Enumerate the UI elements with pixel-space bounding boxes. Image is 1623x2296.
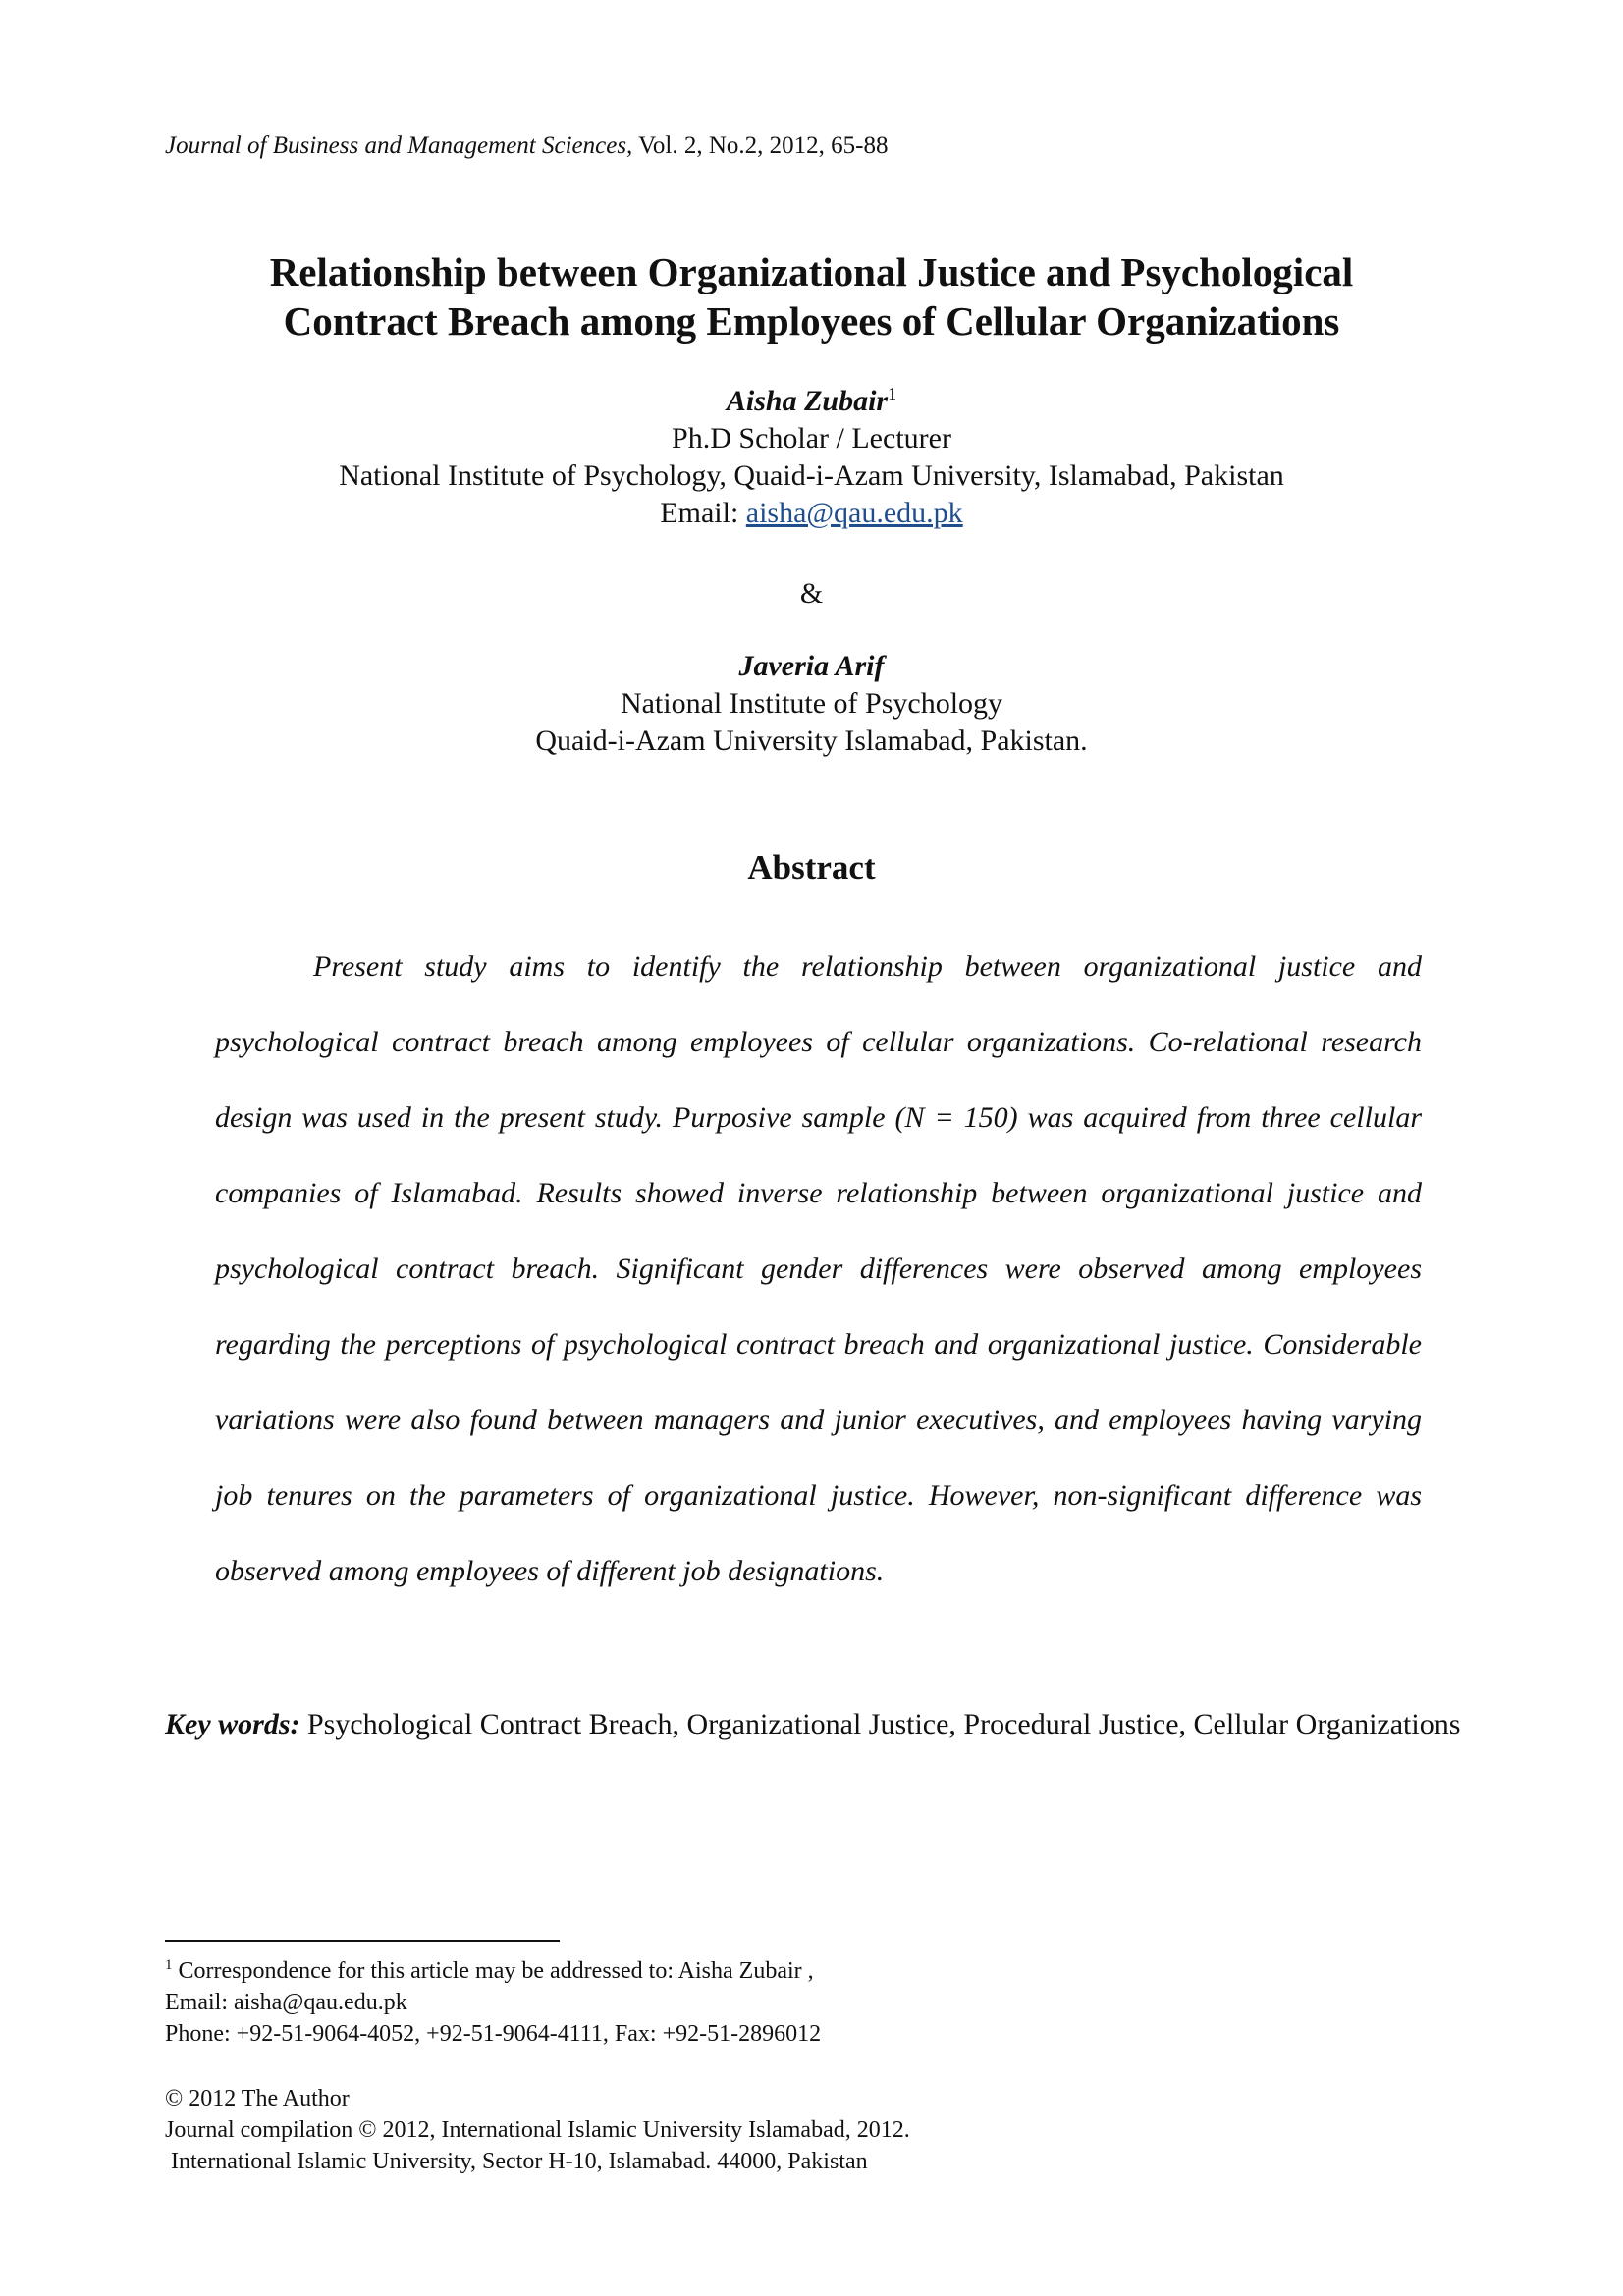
journal-header <box>165 132 889 161</box>
footnote-line-1 <box>165 1955 821 1987</box>
author-2-affiliation-1: National Institute of Psychology <box>620 687 1003 720</box>
journal-name: Journal of Business and Management Sciences, <box>165 133 633 159</box>
author-1-email-label: Email: <box>660 497 746 529</box>
footnote-mark: 1 <box>165 1957 173 1973</box>
title-line-2: Contract Breach among Employees of Cellular Organizations <box>283 298 1340 344</box>
title-line-1: Relationship between Organizational Justice and Psychological <box>269 249 1354 294</box>
footnote-phone: Phone: +92-51-9064-4052, +92-51-9064-4111, Fax: +92-51-2896012 <box>165 2021 822 2047</box>
author-1-email-line <box>0 495 1623 532</box>
author-separator: & <box>799 577 824 610</box>
abstract-text: Present study aims to identify the relationship between organizational justice and psychological contract breach among employees of cellular organizations. Co-relational research design was used in the present study. Purposive sample (N = 150) was acquired from three cellular companies of Islamabad. Results showed inverse relationship between organizational justice and psychological contract breach. Significant gender differences were observed among employees regarding the perceptions of psychological contract breach and organizational justice. Considerable variations were also found between managers and junior executives, and employees having varying job tenures on the parameters of organizational justice. However, non-significant difference was observed among employees of different job designations. <box>215 950 1422 1587</box>
footnote-correspondence: Correspondence for this article may be addressed to: Aisha Zubair , <box>172 1958 814 1984</box>
copyright-address: International Islamic University, Sector H-10, Islamabad. 44000, Pakistan <box>171 2149 868 2174</box>
copyright-block <box>165 2083 910 2177</box>
author-block-1 <box>0 383 1623 532</box>
author-1-affiliation: National Institute of Psychology, Quaid-i-Azam University, Islamabad, Pakistan <box>339 459 1284 492</box>
keywords <box>165 1686 1471 1762</box>
footnote <box>165 1955 821 2050</box>
author-1-name-line <box>0 383 1623 420</box>
keywords-label: Key words: <box>165 1708 300 1740</box>
abstract-heading: Abstract <box>747 848 876 886</box>
author-2-name: Javeria Arif <box>738 650 885 682</box>
author-2-affiliation-2: Quaid-i-Azam University Islamabad, Pakistan. <box>535 724 1088 757</box>
keywords-text: Psychological Contract Breach, Organizational Justice, Procedural Justice, Cellular Organizations <box>299 1708 1461 1740</box>
copyright-journal: Journal compilation © 2012, International Islamic University Islamabad, 2012. <box>165 2117 910 2143</box>
footnote-divider <box>165 1940 560 1942</box>
journal-details: Vol. 2, No.2, 2012, 65-88 <box>632 133 889 159</box>
author-1-footnote-mark: 1 <box>888 384 897 403</box>
author-1-email-link[interactable]: aisha@qau.edu.pk <box>745 497 963 529</box>
paper-title <box>0 247 1623 346</box>
footnote-email: Email: aisha@qau.edu.pk <box>165 1990 407 2015</box>
author-block-2 <box>0 648 1623 760</box>
author-1-position: Ph.D Scholar / Lecturer <box>672 422 951 454</box>
author-1-name: Aisha Zubair <box>726 385 889 417</box>
copyright-author: © 2012 The Author <box>165 2086 350 2111</box>
